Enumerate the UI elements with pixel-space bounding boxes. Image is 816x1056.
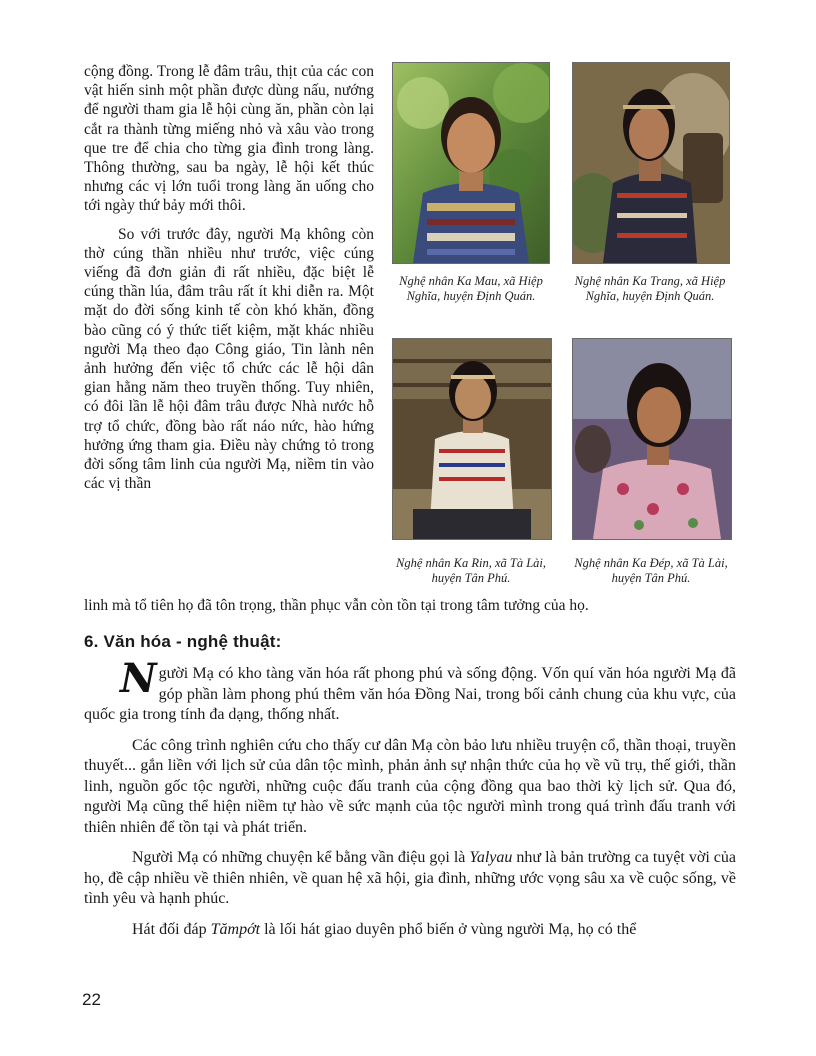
caption-ka-mau: Nghệ nhân Ka Mau, xã Hiệp Nghĩa, huyện Định Quán. xyxy=(399,274,543,303)
portrait-image xyxy=(393,63,549,263)
paragraph-continuation-line: linh mà tổ tiên họ đã tôn trọng, thần phục vẫn còn tồn tại trong tâm tưởng của họ. xyxy=(84,597,589,614)
caption-ka-dep: Nghệ nhân Ka Đép, xã Tà Lài, huyện Tân Phú. xyxy=(574,556,728,585)
paragraph-beliefs-today: So với trước đây, người Mạ không còn thờ cúng thần nhiều như trước, việc cúng viếng đã đơn giản đi rất nhiều, đặc biệt lễ cúng thần lúa, đâm trâu rất ít khi diễn ra. Một mặt do đời sống kinh tế còn khó khăn, đồng bào cũng có ý thức tiết kiệm, mặt khác nhiều người Mạ theo đạo Công giáo, Tin lành nên ảnh hưởng đến việc tổ chức các lễ hội dân gian hằng năm theo truyền thống. Tuy nhiên, có đôi lần lễ hội đâm trâu được Nhà nước hỗ trợ tổ chức, đồng bào rất náo nức, hào hứng hưởng ứng tham gia. Điều này chứng tỏ trong đời sống tâm linh của người Mạ, niềm tin vào các vị thần xyxy=(84,225,374,493)
portrait-image xyxy=(573,63,729,263)
portrait-image xyxy=(573,339,731,539)
photo-ka-rin xyxy=(392,338,552,540)
paragraph-tampot: Hát đối đáp Tămpớt là lối hát giao duyên phổ biến ở vùng người Mạ, họ có thể xyxy=(132,920,637,938)
section-heading: 6. Văn hóa - nghệ thuật: xyxy=(84,632,282,651)
paragraph-culture-intro: Người Mạ có kho tàng văn hóa rất phong phú và sống động. Vốn quí văn hóa người Mạ đã góp phần làm phong phú thêm văn hóa Đồng Nai, trong bối cảnh chung của khu vực, của quốc gia trong tính đa dạng, thống nhất. xyxy=(84,655,736,723)
paragraph-folklore: Các công trình nghiên cứu cho thấy cư dân Mạ còn bảo lưu nhiều truyện cổ, thần thoại, truyền thuyết... gắn liền với lịch sử của dân tộc mình, phản ảnh sự nhận thức của họ về vũ trụ, thế giới, thần linh, nguồn gốc tộc người, những cuộc đấu tranh của cộng đồng qua bao thời kỳ lịch sử. Qua đó, người Mạ cũng thể hiện niềm tự hào về sức mạnh của tộc người mình trong quá trình đấu tranh với thiên nhiên để tồn tại và phát triển. xyxy=(84,736,736,836)
paragraph-buffalo-festival: cộng đồng. Trong lễ đâm trâu, thịt của các con vật hiến sinh một phần được dùng nấu, nướng để người tham gia lễ hội cùng ăn, phần còn lại cắt ra thành từng miếng nhỏ và xâu vào trong que tre để chia cho từng gia đình trong làng. Thông thường, sau ba ngày, lễ hội kết thúc nhưng các vị lớn tuổi trong làng ăn uống cho tới ngày thứ bảy mới thôi. xyxy=(84,63,374,215)
section-body xyxy=(84,655,737,950)
caption-ka-trang: Nghệ nhân Ka Trang, xã Hiệp Nghĩa, huyện Định Quán. xyxy=(574,274,726,303)
portrait-image xyxy=(393,339,551,539)
page-number: 22 xyxy=(82,990,101,1009)
caption-ka-rin: Nghệ nhân Ka Rin, xã Tà Lài, huyện Tân Phú. xyxy=(395,556,546,585)
photo-ka-dep xyxy=(572,338,732,540)
paragraph-yalyau: Người Mạ có những chuyện kể bằng vần điệu gọi là Yalyau như là bản trường ca tuyệt vời của họ, đề cập nhiều về thiên nhiên, về quan hệ xã hội, gia đình, những ước vọng sâu xa về cuộc sống, về tình yêu và hạnh phúc. xyxy=(84,849,737,907)
drop-cap: N xyxy=(120,655,157,702)
photo-ka-mau xyxy=(392,62,550,264)
left-text-column xyxy=(84,62,374,493)
photo-ka-trang xyxy=(572,62,730,264)
